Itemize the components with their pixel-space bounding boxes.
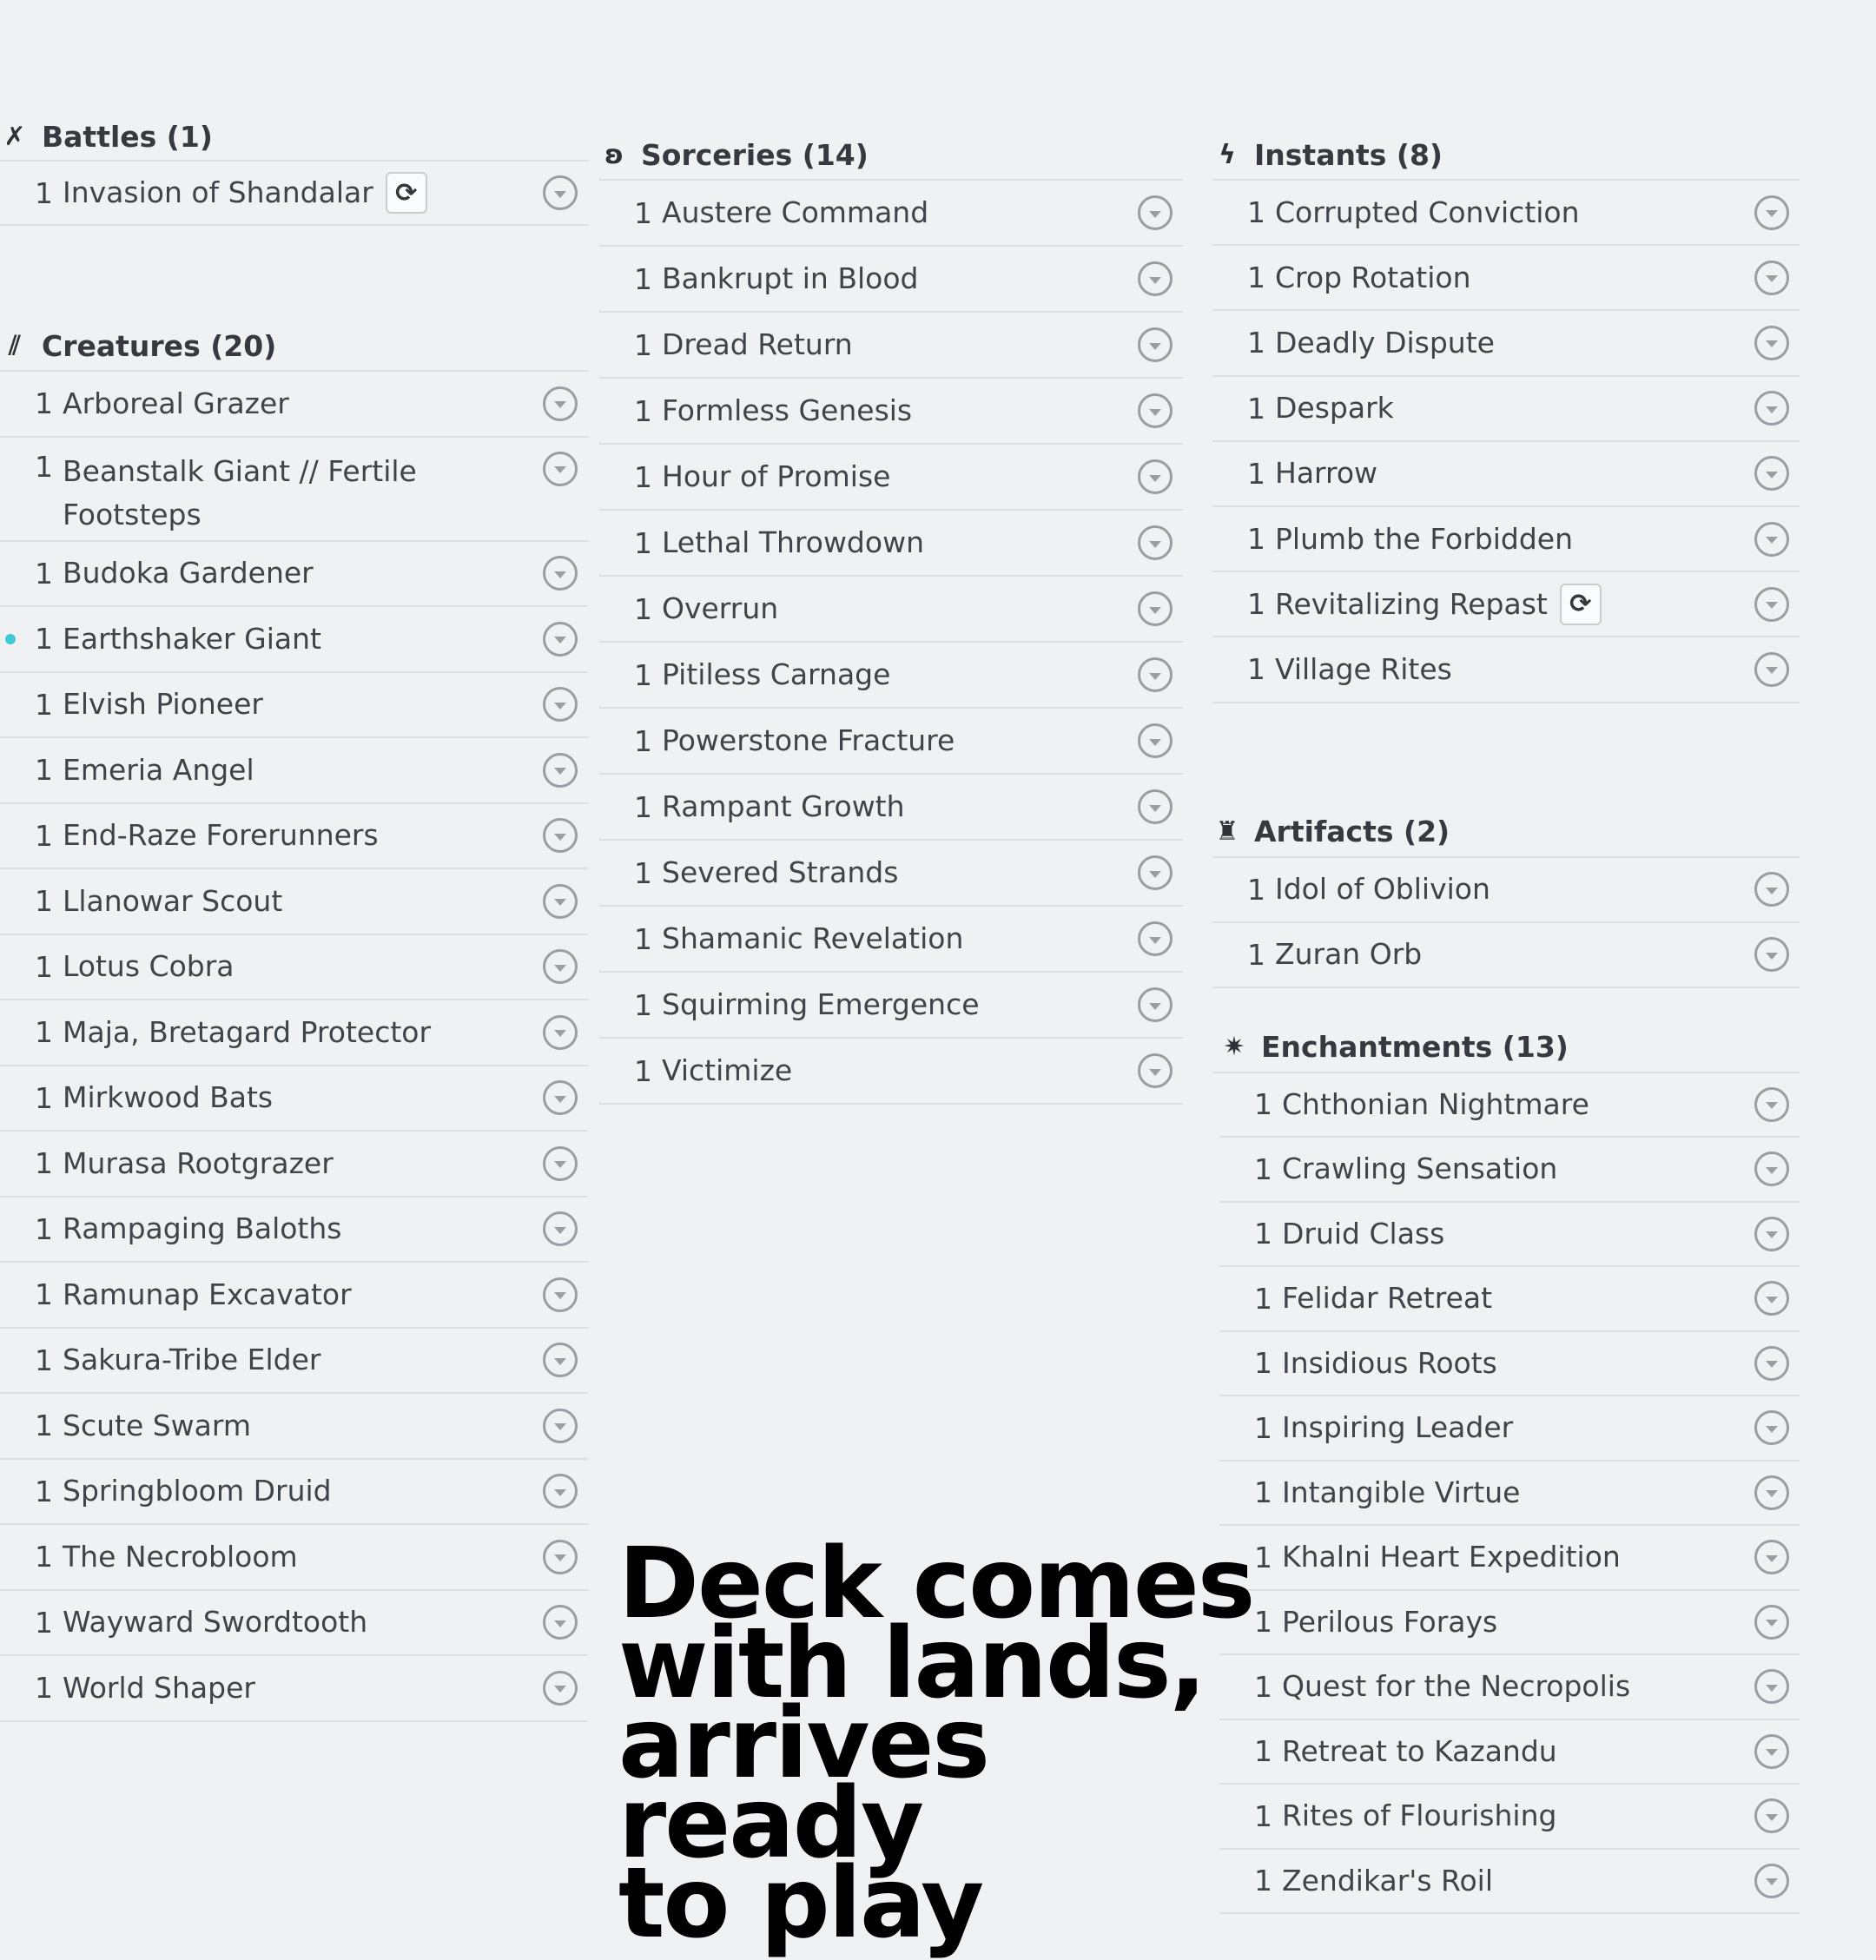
claw-icon: ⫽	[9, 330, 21, 361]
row-menu-dropdown-icon[interactable]	[543, 1015, 578, 1050]
card-name[interactable]: Shamanic Revelation	[662, 921, 964, 955]
card-name[interactable]: Overrun	[662, 591, 779, 625]
row-menu-dropdown-icon[interactable]	[1754, 195, 1789, 230]
card-quantity: 1	[1254, 1152, 1272, 1186]
row-menu-dropdown-icon[interactable]	[1138, 921, 1172, 956]
card-row[interactable]	[1212, 572, 1800, 637]
row-menu-dropdown-icon[interactable]	[1138, 393, 1172, 428]
section-title: Battles (1)	[42, 119, 213, 154]
card-quantity: 1	[35, 1277, 53, 1312]
chalice-icon: ♜	[1215, 816, 1239, 847]
card-name[interactable]: Intangible Virtue	[1282, 1475, 1521, 1509]
row-menu-dropdown-icon[interactable]	[543, 1605, 578, 1640]
card-name[interactable]: Perilous Forays	[1282, 1604, 1498, 1639]
row-menu-dropdown-icon[interactable]	[543, 949, 578, 984]
battles-list	[0, 162, 588, 226]
row-menu-dropdown-icon[interactable]	[1138, 987, 1172, 1022]
card-row[interactable]	[0, 542, 588, 608]
row-menu-dropdown-icon[interactable]	[1754, 1864, 1789, 1898]
card-row[interactable]	[1219, 1203, 1800, 1268]
row-menu-dropdown-icon[interactable]	[543, 1080, 578, 1115]
section-header-creatures[interactable]	[0, 321, 588, 372]
card-row[interactable]	[1219, 1267, 1800, 1332]
card-row[interactable]	[0, 673, 588, 739]
row-menu-dropdown-icon[interactable]	[543, 1211, 578, 1246]
card-quantity: 1	[35, 449, 53, 484]
caption-line: to play	[618, 1847, 983, 1960]
card-quantity: 1	[1247, 261, 1265, 295]
card-row[interactable]	[599, 181, 1183, 247]
caption-line: Deck comes	[618, 1528, 1254, 1640]
card-quantity: 1	[1254, 1410, 1272, 1445]
card-name[interactable]: Maja, Bretagard Protector	[63, 1014, 432, 1049]
card-name[interactable]: End-Raze Forerunners	[63, 818, 379, 853]
row-menu-dropdown-icon[interactable]	[543, 175, 578, 210]
row-menu-dropdown-icon[interactable]	[1754, 1281, 1789, 1316]
card-quantity: 1	[1254, 1734, 1272, 1769]
card-quantity: 1	[35, 1671, 53, 1706]
section-title: Enchantments (13)	[1261, 1030, 1569, 1064]
card-name[interactable]: Rites of Flourishing	[1282, 1798, 1557, 1833]
row-menu-dropdown-icon[interactable]	[1138, 261, 1172, 296]
card-name[interactable]: Zendikar's Roil	[1282, 1863, 1493, 1897]
card-row[interactable]	[1219, 1720, 1800, 1785]
row-menu-dropdown-icon[interactable]	[543, 386, 578, 421]
card-name[interactable]: Crawling Sensation	[1282, 1152, 1558, 1186]
column-left	[0, 113, 588, 1722]
row-menu-dropdown-icon[interactable]	[1754, 652, 1789, 687]
card-quantity: 1	[1254, 1669, 1272, 1704]
card-row[interactable]	[0, 1198, 588, 1264]
column-middle	[599, 130, 1183, 1105]
card-row[interactable]	[599, 247, 1183, 313]
card-quantity: 1	[1254, 1281, 1272, 1316]
row-menu-dropdown-icon[interactable]	[1754, 1410, 1789, 1445]
card-row[interactable]	[0, 935, 588, 1001]
card-quantity: 1	[35, 1015, 53, 1050]
row-menu-dropdown-icon[interactable]	[543, 1540, 578, 1574]
card-quantity: 1	[634, 987, 652, 1022]
card-quantity: 1	[35, 1605, 53, 1640]
card-row[interactable]	[1219, 1462, 1800, 1527]
card-row[interactable]	[599, 577, 1183, 643]
card-name[interactable]: Quest for the Necropolis	[1282, 1669, 1631, 1704]
row-menu-dropdown-icon[interactable]	[1754, 326, 1789, 360]
card-quantity: 1	[35, 556, 53, 591]
card-row[interactable]	[1219, 1332, 1800, 1397]
card-quantity: 1	[634, 855, 652, 890]
row-menu-dropdown-icon[interactable]	[543, 1277, 578, 1312]
card-name[interactable]: Wayward Swordtooth	[63, 1605, 368, 1640]
card-quantity: 1	[634, 195, 652, 230]
card-row[interactable]	[1219, 1396, 1800, 1462]
card-name[interactable]: Squirming Emergence	[662, 987, 980, 1021]
row-menu-dropdown-icon[interactable]	[543, 753, 578, 788]
column-right	[1212, 130, 1800, 1914]
card-quantity: 1	[35, 884, 53, 919]
card-quantity: 1	[1247, 326, 1265, 360]
card-row[interactable]	[1219, 1655, 1800, 1720]
card-row[interactable]	[0, 1525, 588, 1591]
section-header-battles[interactable]	[0, 113, 588, 162]
card-name[interactable]: Elvish Pioneer	[63, 687, 263, 722]
card-name[interactable]: Harrow	[1275, 456, 1378, 491]
card-row[interactable]	[1219, 1591, 1800, 1656]
card-row[interactable]	[599, 907, 1183, 973]
row-menu-dropdown-icon[interactable]	[543, 556, 578, 591]
row-menu-dropdown-icon[interactable]	[1754, 587, 1789, 622]
card-quantity: 1	[634, 789, 652, 824]
card-quantity: 1	[1247, 195, 1265, 230]
card-quantity: 1	[1254, 1217, 1272, 1251]
card-name[interactable]: Deadly Dispute	[1275, 325, 1495, 360]
row-menu-dropdown-icon[interactable]	[1754, 937, 1789, 972]
card-name[interactable]: Ramunap Excavator	[63, 1277, 352, 1311]
card-name[interactable]: Murasa Rootgrazer	[63, 1145, 334, 1180]
row-menu-dropdown-icon[interactable]	[543, 1409, 578, 1443]
sorceries-list	[599, 181, 1183, 1105]
card-name[interactable]: Chthonian Nightmare	[1282, 1086, 1589, 1121]
card-quantity: 1	[1254, 1798, 1272, 1833]
card-quantity: 1	[634, 921, 652, 956]
card-quantity: 1	[35, 1343, 53, 1377]
row-menu-dropdown-icon[interactable]	[1754, 1475, 1789, 1510]
row-menu-dropdown-icon[interactable]	[1138, 723, 1172, 758]
enchantments-list	[1212, 1073, 1800, 1915]
card-name[interactable]: Powerstone Fracture	[662, 723, 955, 757]
row-menu-dropdown-icon[interactable]	[1754, 391, 1789, 426]
card-row[interactable]	[1212, 923, 1800, 988]
card-row[interactable]	[0, 1394, 588, 1460]
card-row[interactable]	[1212, 858, 1800, 923]
card-quantity: 1	[1247, 456, 1265, 491]
card-name[interactable]: Bankrupt in Blood	[662, 261, 919, 295]
row-menu-dropdown-icon[interactable]	[1138, 789, 1172, 824]
section-header-instants[interactable]	[1212, 130, 1800, 181]
promo-caption	[618, 1528, 1278, 1960]
card-name[interactable]: Rampaging Baloths	[63, 1211, 342, 1246]
card-name[interactable]: Invasion of Shandalar	[63, 175, 373, 209]
card-name[interactable]: Beanstalk Giant // Fertile Footsteps	[63, 453, 417, 531]
card-name[interactable]: Felidar Retreat	[1282, 1281, 1493, 1316]
card-row[interactable]	[1212, 377, 1800, 442]
row-menu-dropdown-icon[interactable]	[1754, 1734, 1789, 1769]
card-quantity: 1	[35, 622, 53, 657]
card-name[interactable]: Rampant Growth	[662, 789, 905, 823]
card-quantity: 1	[35, 1474, 53, 1508]
card-name[interactable]: Pitiless Carnage	[662, 657, 891, 691]
card-row[interactable]	[0, 1066, 588, 1132]
card-quantity: 1	[1254, 1087, 1272, 1122]
artifacts-list	[1212, 858, 1800, 988]
section-header-artifacts[interactable]	[1212, 808, 1800, 858]
card-name[interactable]: The Necrobloom	[63, 1539, 298, 1574]
card-row[interactable]	[0, 738, 588, 804]
card-name[interactable]: Despark	[1275, 391, 1394, 426]
row-menu-dropdown-icon[interactable]	[1754, 1217, 1789, 1251]
card-quantity: 1	[634, 327, 652, 362]
card-quantity: 1	[1247, 652, 1265, 687]
row-menu-dropdown-icon[interactable]	[543, 818, 578, 853]
section-title: Artifacts (2)	[1254, 815, 1450, 848]
card-row[interactable]	[599, 379, 1183, 445]
card-quantity: 1	[1254, 1864, 1272, 1898]
card-row[interactable]	[599, 973, 1183, 1039]
card-row[interactable]	[1212, 507, 1800, 572]
card-row[interactable]	[0, 1263, 588, 1329]
row-menu-dropdown-icon[interactable]	[1138, 657, 1172, 692]
card-quantity: 1	[1247, 522, 1265, 557]
card-name[interactable]: Earthshaker Giant	[63, 621, 321, 656]
card-row[interactable]	[599, 709, 1183, 775]
card-quantity: 1	[35, 1080, 53, 1115]
card-row[interactable]	[0, 438, 588, 542]
card-name[interactable]: Idol of Oblivion	[1275, 872, 1490, 906]
card-name[interactable]: Mirkwood Bats	[63, 1080, 274, 1115]
row-menu-dropdown-icon[interactable]	[1138, 195, 1172, 230]
row-menu-dropdown-icon[interactable]	[1754, 261, 1789, 295]
row-menu-dropdown-icon[interactable]	[1754, 1798, 1789, 1833]
card-row[interactable]	[599, 511, 1183, 577]
card-row[interactable]	[599, 1039, 1183, 1105]
card-name[interactable]: Sakura-Tribe Elder	[63, 1343, 321, 1377]
row-menu-dropdown-icon[interactable]	[543, 687, 578, 722]
card-quantity: 1	[1247, 391, 1265, 426]
section-title: Sorceries (14)	[641, 137, 869, 172]
card-name[interactable]: Corrupted Conviction	[1275, 195, 1580, 229]
card-quantity: 1	[35, 175, 53, 210]
card-row[interactable]	[599, 775, 1183, 841]
card-name[interactable]: Budoka Gardener	[63, 556, 314, 591]
card-quantity: 1	[1254, 1540, 1272, 1574]
card-name[interactable]: Inspiring Leader	[1282, 1410, 1514, 1445]
card-name[interactable]: Victimize	[662, 1053, 793, 1087]
card-name[interactable]: Llanowar Scout	[63, 883, 283, 918]
card-name[interactable]: Revitalizing Repast	[1275, 586, 1548, 621]
card-row[interactable]	[0, 869, 588, 935]
card-quantity: 1	[634, 591, 652, 626]
card-row[interactable]	[599, 643, 1183, 709]
card-name[interactable]: Springbloom Druid	[63, 1474, 332, 1508]
row-menu-dropdown-icon[interactable]	[543, 622, 578, 657]
card-quantity: 1	[634, 1053, 652, 1088]
card-quantity: 1	[35, 1409, 53, 1443]
row-menu-dropdown-icon[interactable]	[1138, 327, 1172, 362]
card-row[interactable]	[0, 804, 588, 870]
card-quantity: 1	[35, 949, 53, 984]
row-menu-dropdown-icon[interactable]	[543, 452, 578, 486]
card-quantity: 1	[634, 723, 652, 758]
card-name[interactable]: Dread Return	[662, 327, 853, 361]
card-name[interactable]: Insidious Roots	[1282, 1345, 1497, 1380]
card-quantity: 1	[35, 818, 53, 853]
card-name[interactable]: Druid Class	[1282, 1216, 1445, 1251]
row-menu-dropdown-icon[interactable]	[1138, 525, 1172, 560]
creatures-list	[0, 372, 588, 1722]
card-quantity: 1	[634, 657, 652, 692]
card-row[interactable]	[0, 372, 588, 438]
card-quantity: 1	[634, 261, 652, 296]
section-title: Instants (8)	[1254, 137, 1443, 172]
card-row[interactable]	[0, 1132, 588, 1198]
row-menu-dropdown-icon[interactable]	[543, 1146, 578, 1181]
card-quantity: 1	[1247, 587, 1265, 622]
row-menu-dropdown-icon[interactable]	[543, 1343, 578, 1377]
sparkle-icon: ✷	[1223, 1032, 1245, 1062]
card-row[interactable]	[0, 1000, 588, 1066]
card-row[interactable]	[599, 841, 1183, 907]
instants-list	[1212, 181, 1800, 703]
spiral-icon: ʚ	[604, 139, 624, 170]
section-header-sorceries[interactable]	[599, 130, 1183, 181]
row-menu-dropdown-icon[interactable]	[543, 1671, 578, 1706]
card-row[interactable]	[1219, 1850, 1800, 1915]
card-name[interactable]: Severed Strands	[662, 855, 899, 889]
card-quantity: 1	[634, 525, 652, 560]
row-menu-dropdown-icon[interactable]	[1754, 1540, 1789, 1574]
card-row[interactable]	[0, 1591, 588, 1657]
card-quantity: 1	[35, 753, 53, 788]
row-menu-dropdown-icon[interactable]	[1754, 1669, 1789, 1704]
row-menu-dropdown-icon[interactable]	[1754, 522, 1789, 557]
card-row[interactable]	[1219, 1526, 1800, 1591]
status-dot	[5, 634, 16, 644]
caption-line: with lands,	[618, 1607, 1206, 1720]
card-quantity: 1	[634, 393, 652, 428]
card-quantity: 1	[1247, 937, 1265, 972]
card-quantity: 1	[1247, 872, 1265, 907]
card-row[interactable]	[1212, 637, 1800, 703]
row-menu-dropdown-icon[interactable]	[1754, 1087, 1789, 1122]
card-name[interactable]: World Shaper	[63, 1670, 255, 1705]
card-name[interactable]: Lotus Cobra	[63, 949, 234, 984]
card-name[interactable]: Arboreal Grazer	[63, 386, 289, 420]
card-quantity: 1	[35, 1146, 53, 1181]
card-row[interactable]	[599, 313, 1183, 379]
row-menu-dropdown-icon[interactable]	[543, 884, 578, 919]
card-row[interactable]	[0, 607, 588, 673]
card-name[interactable]: Crop Rotation	[1275, 260, 1471, 294]
swap-printing-icon[interactable]: ⟳	[386, 172, 427, 214]
card-name[interactable]: Zuran Orb	[1275, 937, 1423, 971]
card-row[interactable]	[1212, 181, 1800, 246]
card-row[interactable]	[0, 162, 588, 226]
card-name[interactable]: Formless Genesis	[662, 393, 913, 427]
swap-printing-icon[interactable]: ⟳	[1560, 584, 1602, 625]
section-title: Creatures (20)	[42, 328, 277, 363]
row-menu-dropdown-icon[interactable]	[1138, 459, 1172, 494]
card-row[interactable]	[599, 445, 1183, 511]
card-quantity: 1	[35, 386, 53, 421]
card-name[interactable]: Scute Swarm	[63, 1408, 252, 1442]
card-name[interactable]: Austere Command	[662, 195, 929, 229]
card-name[interactable]: Lethal Throwdown	[662, 525, 924, 559]
row-menu-dropdown-icon[interactable]	[1754, 872, 1789, 907]
card-name[interactable]: Retreat to Kazandu	[1282, 1733, 1557, 1768]
card-quantity: 1	[1254, 1346, 1272, 1381]
card-row[interactable]	[1212, 311, 1800, 376]
card-name[interactable]: Khalni Heart Expedition	[1282, 1540, 1621, 1574]
card-quantity: 1	[634, 459, 652, 494]
card-row[interactable]	[0, 1656, 588, 1722]
row-menu-dropdown-icon[interactable]	[543, 1474, 578, 1508]
card-quantity: 1	[35, 1540, 53, 1574]
lightning-icon: ϟ	[1219, 139, 1236, 170]
row-menu-dropdown-icon[interactable]	[1138, 591, 1172, 626]
card-quantity: 1	[35, 687, 53, 722]
row-menu-dropdown-icon[interactable]	[1754, 1152, 1789, 1186]
card-row[interactable]	[1212, 246, 1800, 311]
card-name[interactable]: Emeria Angel	[63, 752, 254, 787]
card-quantity: 1	[1254, 1605, 1272, 1640]
row-menu-dropdown-icon[interactable]	[1754, 1605, 1789, 1640]
card-quantity: 1	[1254, 1475, 1272, 1510]
card-quantity: 1	[35, 1211, 53, 1246]
caption-line: arrives ready	[618, 1687, 989, 1880]
card-row[interactable]	[0, 1329, 588, 1395]
row-menu-dropdown-icon[interactable]	[1754, 1346, 1789, 1381]
row-menu-dropdown-icon[interactable]	[1138, 855, 1172, 890]
card-name[interactable]: Hour of Promise	[662, 459, 891, 493]
crossed-swords-icon: ✗	[3, 121, 26, 152]
card-row[interactable]	[0, 1460, 588, 1526]
row-menu-dropdown-icon[interactable]	[1138, 1053, 1172, 1088]
card-row[interactable]	[1219, 1785, 1800, 1850]
card-name[interactable]: Plumb the Forbidden	[1275, 521, 1574, 556]
section-header-enchantments[interactable]	[1212, 1023, 1800, 1073]
card-name[interactable]: Village Rites	[1275, 651, 1452, 686]
card-row[interactable]	[1219, 1138, 1800, 1203]
card-row[interactable]	[1212, 442, 1800, 507]
card-row[interactable]	[1219, 1073, 1800, 1138]
